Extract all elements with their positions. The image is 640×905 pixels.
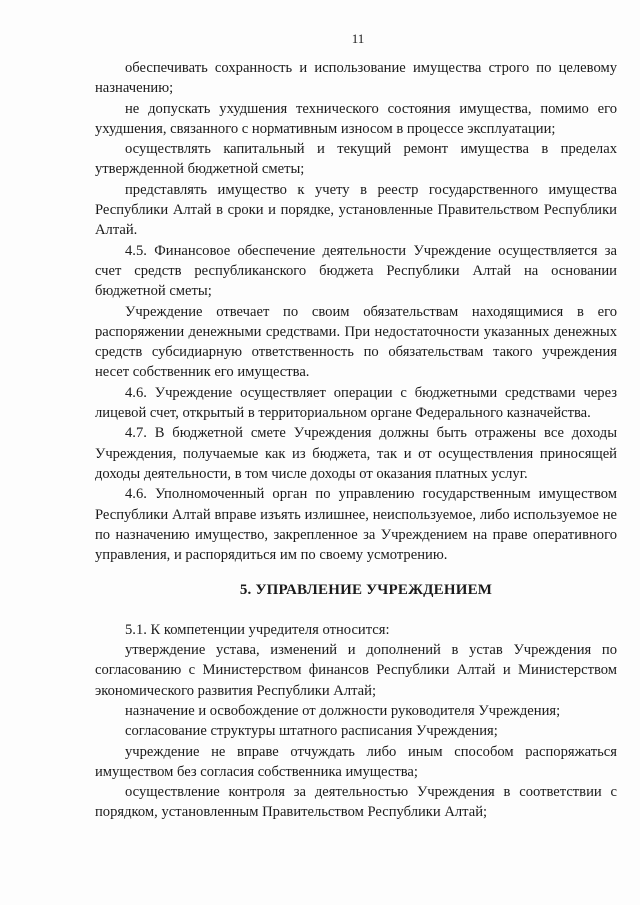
paragraph: представлять имущество к учету в реестр государственного имущества Республики Алтай в сроки и порядке, установленные Правительством Республики Алтай. [95, 181, 617, 239]
page-number: 11 [351, 31, 365, 46]
paragraph: осуществление контроля за деятельностью Учреждения в соответствии с порядком, установленным Правительством Республики Алтай; [95, 784, 617, 821]
paragraph: 4.6. Уполномоченный орган по управлению государственным имуществом Республики Алтай вправе изъять излишнее, неиспользуемое, либо используемое не по назначению имущество, закрепленное за Учреждением на праве оперативного управления, и распорядиться им по своему усмотрению. [95, 486, 617, 564]
section-heading: 5. УПРАВЛЕНИЕ УЧРЕЖДЕНИЕМ [239, 582, 493, 599]
paragraph: обеспечивать сохранность и использование имущества строго по целевому назначению; [95, 60, 617, 97]
paragraph: 4.5. Финансовое обеспечение деятельности Учреждение осуществляется за счет средств республиканского бюджета Республики Алтай на основании бюджетной сметы; [95, 242, 617, 300]
paragraph: назначение и освобождение от должности руководителя Учреждения; [125, 702, 561, 719]
paragraph: согласование структуры штатного расписания Учреждения; [125, 723, 498, 740]
document-body [95, 58, 617, 823]
paragraph: не допускать ухудшения технического состояния имущества, помимо его ухудшения, связанного с нормативным износом в процессе эксплуатации; [95, 100, 617, 137]
paragraph: 5.1. К компетенции учредителя относится: [125, 621, 390, 638]
paragraph: утверждение устава, изменений и дополнений в устав Учреждения по согласованию с Министерством финансов Республики Алтай и Министерством экономического развития Республики Алтай; [95, 642, 617, 699]
paragraph: Учреждение отвечает по своим обязательствам находящимися в его распоряжении денежными средствами. При недостаточности указанных денежных средств субсидиарную ответственность по обязательствам такого учреждения несет собственник его имущества. [95, 303, 617, 381]
paragraph: учреждение не вправе отчуждать либо иным способом распоряжаться имуществом без согласия собственника имущества; [95, 743, 617, 780]
paragraph: 4.7. В бюджетной смете Учреждения должны быть отражены все доходы Учреждения, получаемые как из бюджета, так и от осуществления приносящей доходы деятельности, в том числе доходы от оказания платных услуг. [95, 425, 617, 482]
paragraph: 4.6. Учреждение осуществляет операции с бюджетными средствами через лицевой счет, открытый в территориальном органе Федерального казначейства. [95, 384, 617, 422]
paragraph: осуществлять капитальный и текущий ремонт имущества в пределах утвержденной бюджетной сметы; [95, 141, 617, 178]
